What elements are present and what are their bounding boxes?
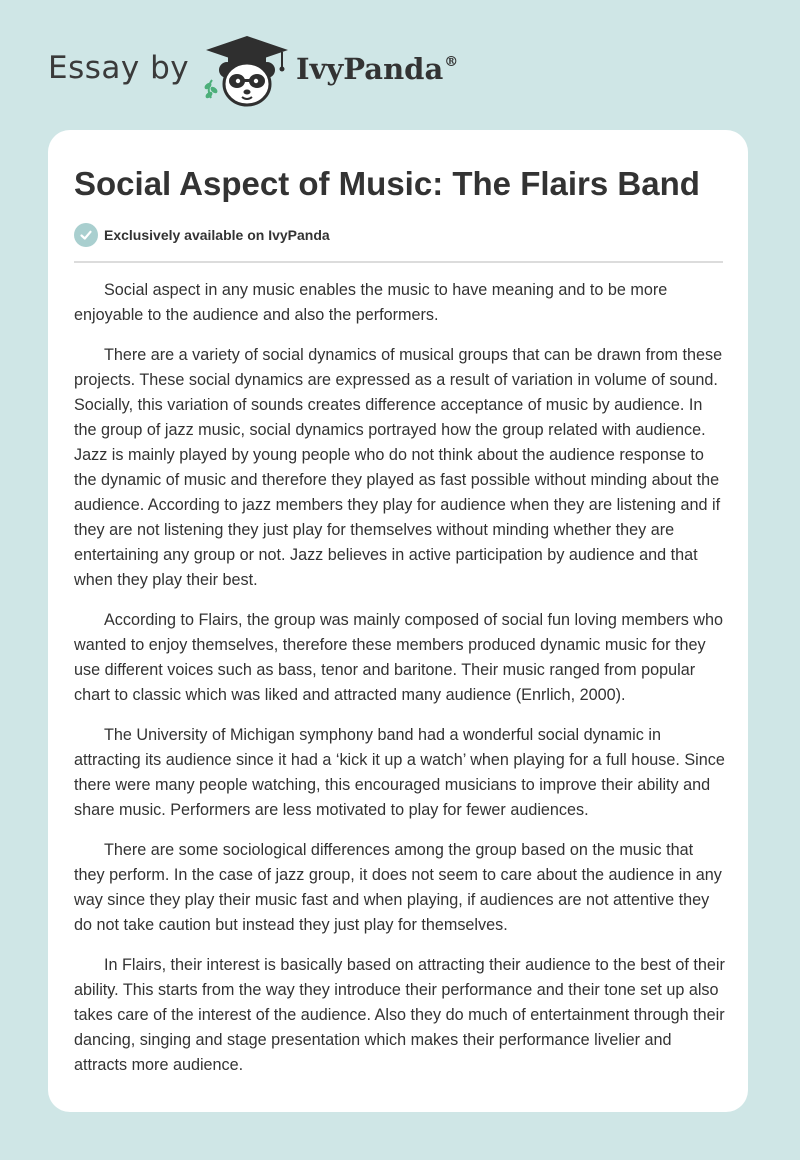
exclusive-badge — [74, 222, 330, 248]
essay-card — [48, 130, 748, 1112]
divider — [74, 261, 723, 263]
paragraph: Social aspect in any music enables the music to have meaning and to be more enjoyable to the audience and also the performers. — [74, 281, 668, 324]
brand-name-text: IvyPanda — [296, 52, 444, 86]
paragraph: In Flairs, their interest is basically based on attracting their audience to the best of their ability. This starts from the way they introduce their performance and their tone set up also takes care of the interest of the audience. Also they do much of entertainment through their dancing, singing and stage presentation which makes their performance livelier and attracts more audience. — [74, 956, 725, 1074]
site-header — [0, 0, 800, 120]
badge-text: Exclusively available on IvyPanda — [104, 227, 330, 243]
paragraph: According to Flairs, the group was mainly composed of social fun loving members who wanted to enjoy themselves, therefore these members produced dynamic music for they use different voices such as bass, tenor and baritone. Their music ranged from popular chart to classic which was liked and attracted many audience (Enrlich, 2000). — [74, 611, 724, 704]
paragraph: The University of Michigan symphony band had a wonderful social dynamic in attracting its audience since it had a ‘kick it up a watch’ when playing for a full house. Since there were many people watching, this encouraged musicians to improve their ability and share music. Performers are less motivated to play for fewer audiences. — [74, 726, 725, 819]
paragraph: There are a variety of social dynamics of musical groups that can be drawn from these projects. These social dynamics are expressed as a result of variation in volume of sound. Socially, this variation of sounds creates difference acceptance of music by audience. In the group of jazz music, social dynamics portrayed how the group related with audience. Jazz is mainly played by young people who do not think about the audience response to the dynamic of music and therefore they played as fast possible without minding about the audience. According to jazz members they play for audience when they are listening and if they are not listening they just play for themselves without minding whether they are entertaining any group or not. Jazz believes in active participation by audience and that when they play their best. — [74, 346, 723, 589]
check-circle-icon — [74, 223, 98, 247]
essay-by-label: Essay by — [48, 50, 190, 86]
brand-name[interactable] — [296, 52, 458, 86]
registered-mark: ® — [444, 54, 459, 70]
panda-graduate-logo-icon[interactable] — [200, 34, 295, 110]
essay-body — [74, 278, 726, 1093]
paragraph: There are some sociological differences among the group based on the music that they perform. In the case of jazz group, it does not seem to care about the audience in any way since they play their music fast and when playing, if audiences are not attentive they do not take caution but instead they just play for themselves. — [74, 841, 722, 934]
page-title: Social Aspect of Music: The Flairs Band — [74, 165, 700, 202]
